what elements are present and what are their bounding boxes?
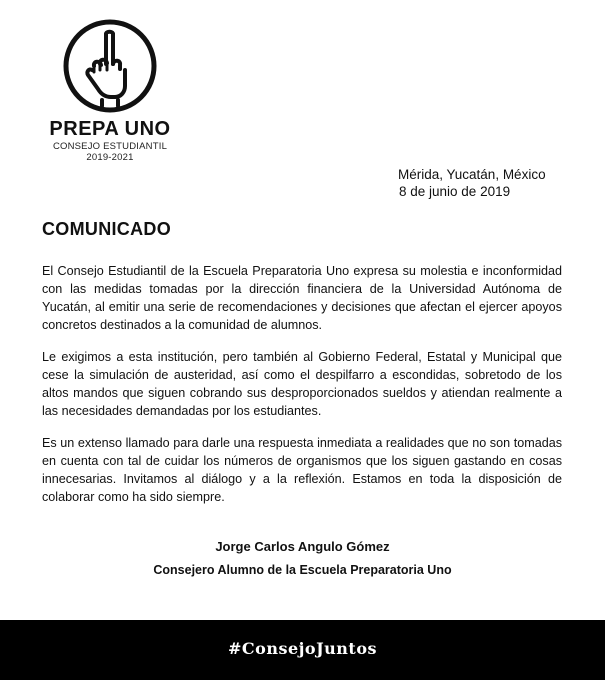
logo-years: 2019-2021 [86,152,134,163]
signature-name: Jorge Carlos Angulo Gómez [215,539,390,554]
raised-index-finger-hand-icon [62,18,158,114]
date: 8 de junio de 2019 [399,184,511,199]
logo-subtitle: CONSEJO ESTUDIANTIL [52,141,168,152]
signature-role: Consejero Alumno de la Escuela Preparatoria Uno [153,563,452,577]
logo-title: PREPA UNO [49,118,171,140]
place: Mérida, Yucatán, México [398,167,546,182]
council-logo [40,10,180,163]
place-and-date [398,166,546,200]
paragraph: Le exigimos a esta institución, pero también al Gobierno Federal, Estatal y Municipal que cese la simulación de austeridad, así como el despilfarro a escondidas, sobretodo de los altos mandos que siguen cobrando sus desproporcionados sueldos y atiendan realmente a las necesidades demandadas por los estudiantes. [42,350,562,418]
paragraph: El Consejo Estudiantil de la Escuela Preparatoria Uno expresa su molestia e inconformidad con las medidas tomadas por la dirección financiera de la Universidad Autónoma de Yucatán, al emitir una serie de recomendaciones y decisiones que afectan el ejercer apoyos concretos destinados a la comunidad de alumnos. [42,264,562,332]
document-body [42,262,562,520]
footer-band [0,620,605,680]
document-heading: COMUNICADO [42,219,171,239]
paragraph: Es un extenso llamado para darle una respuesta inmediata a realidades que no son tomadas en cuenta con tal de cuidar los números de organismos que los siguen gastando en cosas innecesarias. Invitamos al diálogo y a la reflexión. Estamos en toda la disposición de colaborar como ha sido siempre. [42,436,562,504]
footer-hashtag: #ConsejoJuntos [228,638,377,658]
